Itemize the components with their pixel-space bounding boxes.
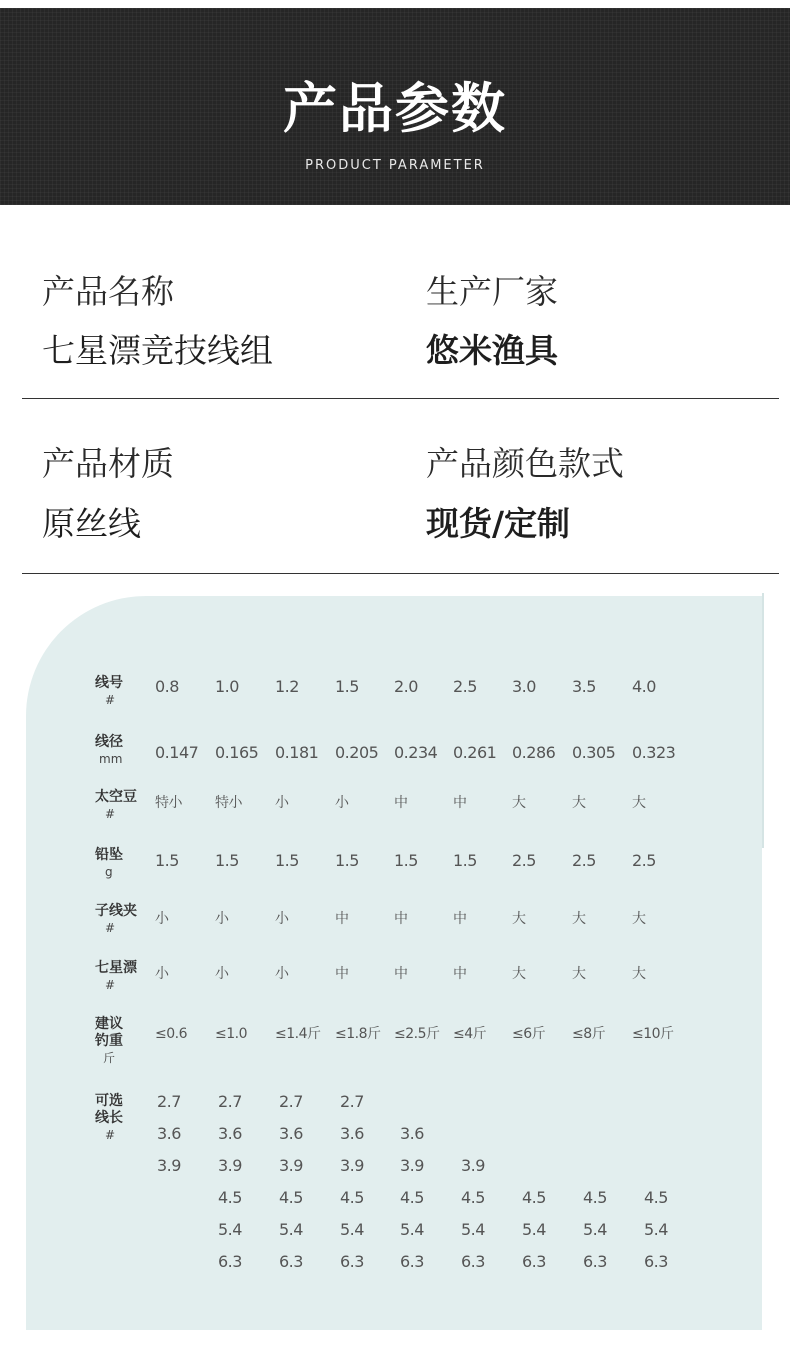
cell-space-bean: 特小: [215, 795, 242, 811]
cell-line-length: 5.4: [340, 1220, 364, 1239]
cell-line-length: 6.3: [644, 1252, 668, 1271]
color-style-label: 产品颜色款式: [426, 444, 624, 483]
cell-line-length: 3.6: [157, 1124, 181, 1143]
cell-line-length: 5.4: [522, 1220, 546, 1239]
row-label-leader-clip: 子线夹 #: [95, 903, 137, 935]
cell-leader-clip: 中: [394, 911, 408, 927]
cell-sinker: 1.5: [394, 851, 418, 870]
cell-line-length: 6.3: [461, 1252, 485, 1271]
cell-diameter: 0.234: [394, 743, 438, 762]
cell-line-length: 6.3: [583, 1252, 607, 1271]
cell-suggested-weight: ≤10斤: [632, 1026, 674, 1042]
cell-diameter: 0.147: [155, 743, 199, 762]
section-divider: [22, 398, 779, 399]
cell-line-length: 2.7: [157, 1092, 181, 1111]
cell-line-length: 3.6: [218, 1124, 242, 1143]
cell-line-length: 3.9: [218, 1156, 242, 1175]
cell-line-length: 2.7: [218, 1092, 242, 1111]
cell-float: 大: [632, 966, 646, 982]
cell-line-length: 6.3: [340, 1252, 364, 1271]
cell-sinker: 1.5: [155, 851, 179, 870]
cell-line-number: 1.0: [215, 677, 239, 696]
cell-diameter: 0.286: [512, 743, 556, 762]
cell-line-number: 1.2: [275, 677, 299, 696]
cell-line-length: 4.5: [461, 1188, 485, 1207]
cell-line-number: 1.5: [335, 677, 359, 696]
page-subtitle: PRODUCT PARAMETER: [305, 158, 485, 173]
cell-space-bean: 特小: [155, 795, 182, 811]
page-title: 产品参数: [283, 77, 507, 140]
cell-line-length: 3.6: [340, 1124, 364, 1143]
header-banner: [0, 8, 790, 205]
cell-line-number: 2.5: [453, 677, 477, 696]
cell-line-length: 2.7: [279, 1092, 303, 1111]
material-label: 产品材质: [42, 444, 174, 483]
cell-line-length: 3.6: [400, 1124, 424, 1143]
cell-leader-clip: 中: [335, 911, 349, 927]
cell-line-length: 3.9: [340, 1156, 364, 1175]
cell-diameter: 0.323: [632, 743, 676, 762]
row-label-sinker: 铅坠 g: [95, 847, 123, 879]
cell-line-length: 5.4: [583, 1220, 607, 1239]
cell-leader-clip: 大: [572, 911, 586, 927]
cell-line-length: 3.9: [279, 1156, 303, 1175]
cell-line-number: 3.5: [572, 677, 596, 696]
row-label-suggested-weight: 建议 钓重 斤: [95, 1016, 123, 1065]
cell-line-length: 6.3: [522, 1252, 546, 1271]
cell-line-length: 5.4: [461, 1220, 485, 1239]
cell-line-length: 3.9: [157, 1156, 181, 1175]
cell-float: 大: [572, 966, 586, 982]
cell-space-bean: 中: [453, 795, 467, 811]
cell-sinker: 2.5: [512, 851, 536, 870]
cell-line-number: 4.0: [632, 677, 656, 696]
cell-leader-clip: 小: [215, 911, 229, 927]
cell-line-length: 4.5: [644, 1188, 668, 1207]
cell-suggested-weight: ≤0.6: [155, 1026, 187, 1042]
cell-float: 中: [394, 966, 408, 982]
cell-suggested-weight: ≤1.4斤: [275, 1026, 321, 1042]
cell-float: 中: [453, 966, 467, 982]
cell-float: 中: [335, 966, 349, 982]
cell-suggested-weight: ≤2.5斤: [394, 1026, 440, 1042]
cell-line-number: 3.0: [512, 677, 536, 696]
cell-suggested-weight: ≤8斤: [572, 1026, 606, 1042]
cell-line-length: 3.9: [400, 1156, 424, 1175]
product-name-label: 产品名称: [42, 272, 174, 311]
cell-suggested-weight: ≤1.0: [215, 1026, 247, 1042]
cell-leader-clip: 中: [453, 911, 467, 927]
cell-sinker: 1.5: [335, 851, 359, 870]
cell-float: 大: [512, 966, 526, 982]
cell-suggested-weight: ≤1.8斤: [335, 1026, 381, 1042]
cell-line-number: 2.0: [394, 677, 418, 696]
cell-line-length: 6.3: [279, 1252, 303, 1271]
cell-line-length: 5.4: [279, 1220, 303, 1239]
cell-line-length: 4.5: [340, 1188, 364, 1207]
material-value: 原丝线: [42, 504, 141, 543]
cell-suggested-weight: ≤4斤: [453, 1026, 487, 1042]
cell-float: 小: [275, 966, 289, 982]
cell-diameter: 0.181: [275, 743, 319, 762]
cell-line-length: 3.9: [461, 1156, 485, 1175]
cell-line-length: 6.3: [400, 1252, 424, 1271]
cell-line-length: 3.6: [279, 1124, 303, 1143]
cell-line-length: 5.4: [400, 1220, 424, 1239]
manufacturer-value: 悠米渔具: [426, 331, 558, 370]
product-name-value: 七星漂竞技线组: [42, 331, 273, 370]
cell-space-bean: 大: [572, 795, 586, 811]
cell-space-bean: 中: [394, 795, 408, 811]
cell-float: 小: [155, 966, 169, 982]
cell-leader-clip: 大: [632, 911, 646, 927]
cell-line-length: 4.5: [279, 1188, 303, 1207]
cell-space-bean: 小: [275, 795, 289, 811]
cell-line-length: 6.3: [218, 1252, 242, 1271]
cell-line-number: 0.8: [155, 677, 179, 696]
cell-line-length: 4.5: [583, 1188, 607, 1207]
manufacturer-label: 生产厂家: [426, 272, 558, 311]
cell-line-length: 5.4: [644, 1220, 668, 1239]
cell-space-bean: 小: [335, 795, 349, 811]
cell-leader-clip: 大: [512, 911, 526, 927]
cell-line-length: 5.4: [218, 1220, 242, 1239]
cell-suggested-weight: ≤6斤: [512, 1026, 546, 1042]
cell-line-length: 4.5: [400, 1188, 424, 1207]
row-label-line-number: 线号 #: [95, 675, 123, 707]
cell-diameter: 0.205: [335, 743, 379, 762]
row-label-float: 七星漂 #: [95, 960, 137, 992]
row-label-space-bean: 太空豆 #: [95, 789, 137, 821]
cell-sinker: 1.5: [275, 851, 299, 870]
cell-diameter: 0.305: [572, 743, 616, 762]
section-divider: [22, 573, 779, 574]
cell-sinker: 2.5: [632, 851, 656, 870]
cell-leader-clip: 小: [275, 911, 289, 927]
cell-diameter: 0.261: [453, 743, 497, 762]
cell-leader-clip: 小: [155, 911, 169, 927]
cell-sinker: 1.5: [453, 851, 477, 870]
cell-sinker: 1.5: [215, 851, 239, 870]
cell-sinker: 2.5: [572, 851, 596, 870]
color-style-value: 现货/定制: [426, 504, 571, 543]
row-label-line-length: 可选 线长 #: [95, 1093, 123, 1142]
cell-space-bean: 大: [512, 795, 526, 811]
cell-line-length: 4.5: [522, 1188, 546, 1207]
cell-line-length: 4.5: [218, 1188, 242, 1207]
row-label-diameter: 线径 mm: [95, 734, 123, 766]
cell-float: 小: [215, 966, 229, 982]
cell-space-bean: 大: [632, 795, 646, 811]
panel-edge-line: [762, 593, 764, 848]
cell-diameter: 0.165: [215, 743, 259, 762]
cell-line-length: 2.7: [340, 1092, 364, 1111]
